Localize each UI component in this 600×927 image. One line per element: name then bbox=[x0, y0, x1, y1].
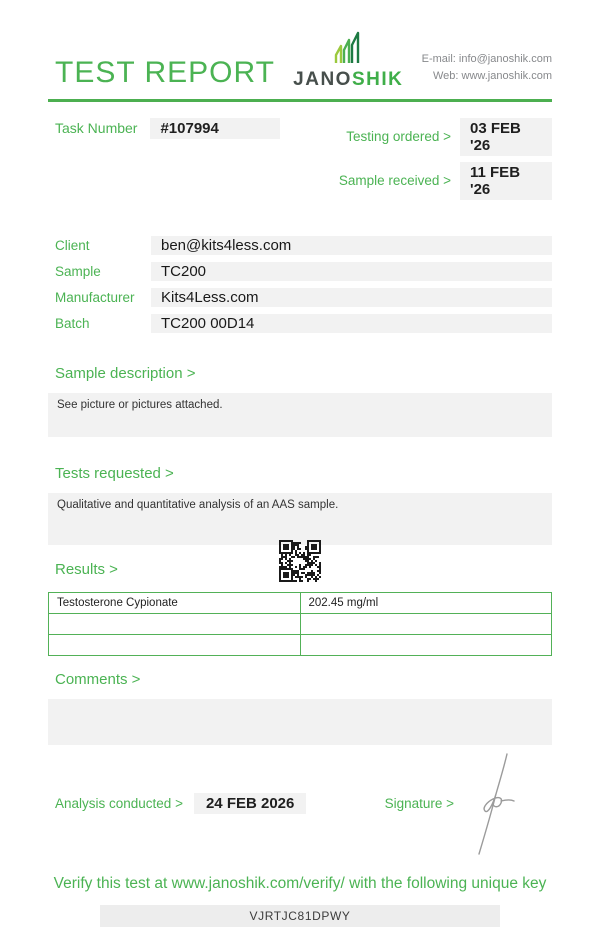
result-value bbox=[300, 613, 552, 634]
contact-email: E-mail: info@janoshik.com bbox=[421, 52, 552, 65]
info-row-batch bbox=[48, 314, 552, 333]
testing-ordered-value: 03 FEB '26 bbox=[460, 118, 552, 156]
verify-instruction: Verify this test at www.janoshik.com/verify/ with the following unique key bbox=[53, 874, 547, 892]
sample-value: TC200 bbox=[151, 262, 552, 281]
manufacturer-value: Kits4Less.com bbox=[151, 288, 552, 307]
comments-section bbox=[48, 671, 552, 745]
sample-description-text: See picture or pictures attached. bbox=[48, 393, 552, 437]
result-value: 202.45 mg/ml bbox=[300, 592, 552, 613]
contact-web: Web: www.janoshik.com bbox=[432, 69, 552, 82]
sample-received-value: 11 FEB '26 bbox=[460, 162, 552, 200]
info-row-manufacturer bbox=[48, 288, 552, 307]
contact-info bbox=[422, 51, 552, 85]
tests-requested-section bbox=[48, 465, 552, 545]
header bbox=[0, 0, 600, 90]
table-row bbox=[49, 613, 552, 634]
comments-heading: Comments > bbox=[55, 670, 141, 688]
client-value: ben@kits4less.com bbox=[151, 236, 552, 255]
result-value bbox=[300, 634, 552, 655]
info-row-client bbox=[48, 236, 552, 255]
result-analyte bbox=[49, 634, 301, 655]
header-divider bbox=[48, 99, 552, 102]
qr-code-icon bbox=[279, 540, 321, 582]
signature-label: Signature > bbox=[384, 796, 454, 811]
result-analyte bbox=[49, 613, 301, 634]
result-analyte: Testosterone Cypionate bbox=[49, 592, 301, 613]
table-row bbox=[49, 592, 552, 613]
tests-requested-text: Qualitative and quantitative analysis of an AAS sample. bbox=[48, 493, 552, 545]
analysis-conducted-label: Analysis conducted > bbox=[55, 796, 183, 811]
batch-value: TC200 00D14 bbox=[151, 314, 552, 333]
sample-received-label: Sample received > bbox=[338, 173, 451, 188]
info-row-sample bbox=[48, 262, 552, 281]
sample-description-section bbox=[48, 365, 552, 437]
task-number-label: Task Number bbox=[55, 120, 138, 136]
testing-ordered-label: Testing ordered > bbox=[346, 129, 451, 144]
signature-scribble bbox=[470, 791, 516, 817]
client-label: Client bbox=[55, 237, 90, 253]
comments-text bbox=[48, 699, 552, 745]
tests-requested-heading: Tests requested > bbox=[55, 464, 174, 482]
task-section bbox=[48, 118, 552, 200]
results-heading: Results > bbox=[55, 560, 118, 578]
logo-wordmark: JANOSHIK bbox=[293, 69, 404, 90]
page-title: TEST REPORT bbox=[55, 56, 275, 89]
info-section bbox=[48, 236, 552, 333]
sample-description-heading: Sample description > bbox=[55, 364, 196, 382]
analysis-date-value: 24 FEB 2026 bbox=[194, 793, 306, 814]
analysis-signature-row bbox=[48, 791, 552, 817]
growth-chart-icon bbox=[327, 51, 369, 68]
sample-label: Sample bbox=[55, 263, 101, 279]
table-row bbox=[49, 634, 552, 655]
results-section bbox=[48, 561, 552, 656]
batch-label: Batch bbox=[55, 315, 90, 331]
manufacturer-label: Manufacturer bbox=[55, 289, 135, 305]
results-table bbox=[48, 592, 552, 656]
unique-key-value: VJRTJC81DPWY bbox=[100, 905, 500, 927]
janoshik-logo bbox=[293, 30, 403, 89]
task-number-value: #107994 bbox=[150, 118, 280, 139]
